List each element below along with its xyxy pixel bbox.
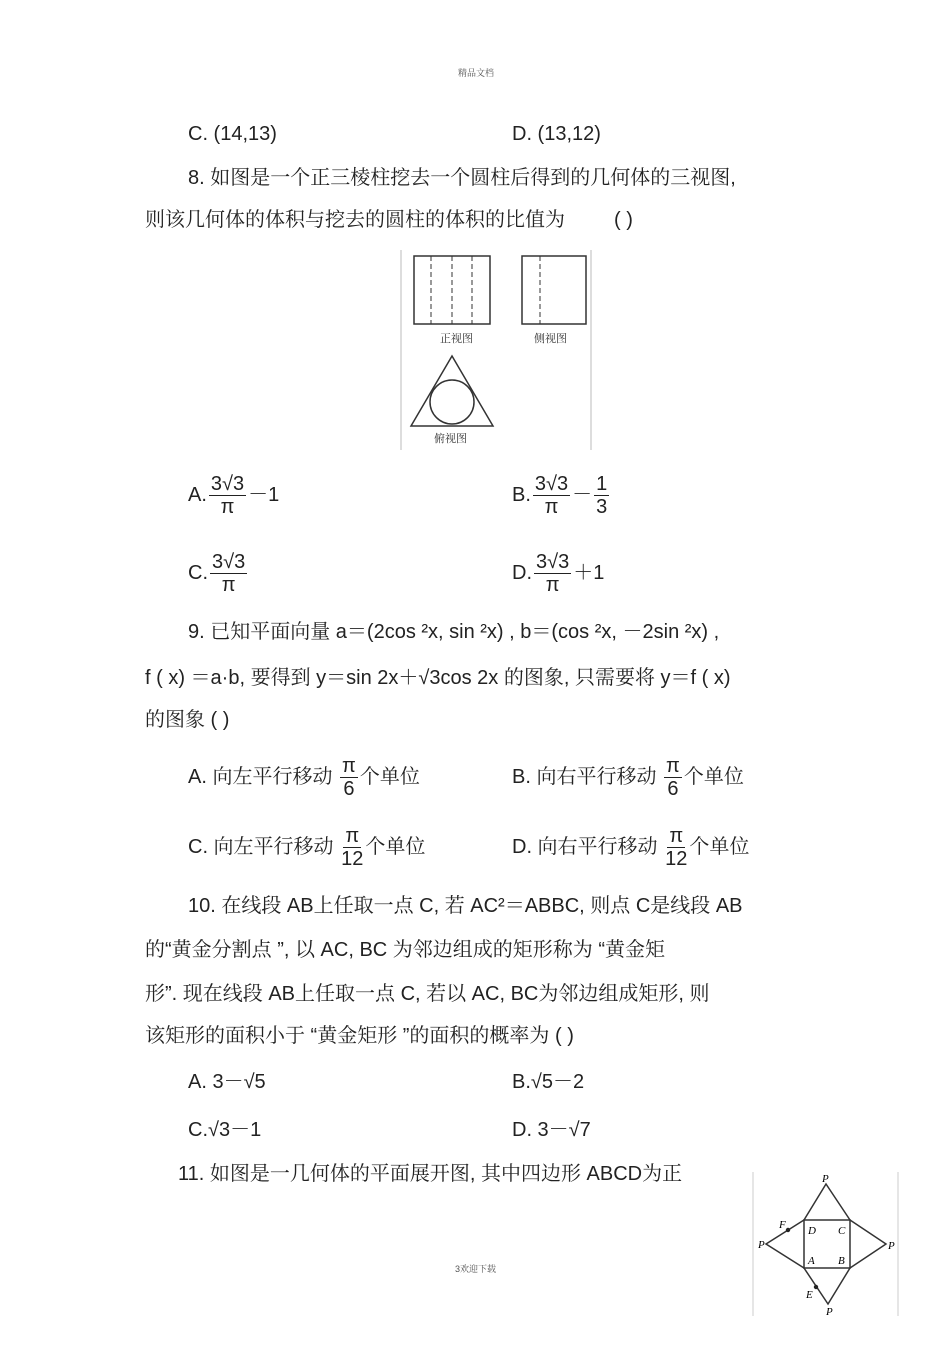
q10-option-d: D. 3－√7 — [512, 1119, 591, 1141]
q8-option-a: A. $\frac{3√3}{\pi}$ －1 — [188, 472, 280, 518]
q8-option-b: B. $\frac{3√3}{\pi}$ － $\frac{1}{3}$ — [512, 472, 608, 518]
net-label-d: D — [808, 1225, 816, 1237]
net-label-a: A — [808, 1255, 815, 1267]
net-label-f: F — [779, 1219, 786, 1231]
q11-stem-line1: 11. 如图是一几何体的平面展开图, 其中四边形 ABCD为正 — [178, 1163, 683, 1185]
three-view-figure — [398, 246, 598, 452]
net-label-p-left: P — [758, 1239, 765, 1251]
net-label-c: C — [838, 1225, 846, 1237]
q10-option-a: A. 3－√5 — [188, 1071, 266, 1093]
q9-option-b: B. 向右平行移动 $\frac{\pi}{6}$ 个单位 — [512, 754, 744, 800]
q8-answer-paren: ( ) — [614, 209, 633, 231]
q7-option-c: C. (14,13) — [188, 123, 277, 145]
net-label-p-right: P — [888, 1240, 895, 1252]
q9-option-c: C. 向左平行移动 $\frac{\pi}{12}$ 个单位 — [188, 824, 426, 870]
net-label-p-top: P — [822, 1173, 829, 1185]
net-label-b: B — [838, 1255, 845, 1267]
q9-stem-line1: 9. 已知平面向量 a＝(2cos ²x, sin ²x) , b＝(cos ²x, －2sin ²x) , — [188, 621, 720, 643]
q9-option-d: D. 向右平行移动 $\frac{\pi}{12}$ 个单位 — [512, 824, 750, 870]
q10-stem-line3: 形”. 现在线段 AB上任取一点 C, 若以 AC, BC为邻边组成矩形, 则 — [145, 983, 710, 1005]
net-label-p-bottom: P — [826, 1306, 833, 1318]
q9-stem-line3: 的图象 ( ) — [145, 709, 230, 731]
page-footer: 3欢迎下载 — [455, 1264, 497, 1274]
side-view-label: 侧视图 — [534, 333, 567, 345]
q8-stem-line1: 8. 如图是一个正三棱柱挖去一个圆柱后得到的几何体的三视图, — [188, 167, 736, 189]
pyramid-net-figure — [752, 1170, 900, 1318]
top-view-label: 俯视图 — [434, 433, 467, 445]
q8-option-c: C. $\frac{3√3}{\pi}$ — [188, 550, 246, 596]
q9-option-a: A. 向左平行移动 $\frac{\pi}{6}$ 个单位 — [188, 754, 420, 800]
q10-option-b: B.√5－2 — [512, 1071, 585, 1093]
front-view-label: 正视图 — [440, 333, 473, 345]
side-view-rect — [522, 256, 586, 324]
q8-option-d: D. $\frac{3√3}{\pi}$ ＋1 — [512, 550, 605, 596]
q10-stem-line2: 的“黄金分割点 ”, 以 AC, BC 为邻边组成的矩形称为 “黄金矩 — [145, 939, 665, 961]
q8-stem-line2: 则该几何体的体积与挖去的圆柱的体积的比值为 — [145, 209, 565, 231]
q9-stem-line2: f ( x) ＝a·b, 要得到 y＝sin 2x＋√3cos 2x 的图象, 只需要将 y＝f ( x) — [145, 667, 731, 689]
top-view-triangle — [411, 356, 493, 426]
top-view-circle — [430, 380, 474, 424]
q10-stem-line1: 10. 在线段 AB上任取一点 C, 若 AC²＝ABBC, 则点 C是线段 AB — [188, 895, 743, 917]
q10-option-c: C.√3－1 — [188, 1119, 262, 1141]
net-label-e: E — [806, 1289, 813, 1301]
page-header: 精品文档 — [458, 68, 495, 78]
q10-stem-line4: 该矩形的面积小于 “黄金矩形 ”的面积的概率为 ( ) — [145, 1025, 574, 1047]
q7-option-d: D. (13,12) — [512, 123, 601, 145]
